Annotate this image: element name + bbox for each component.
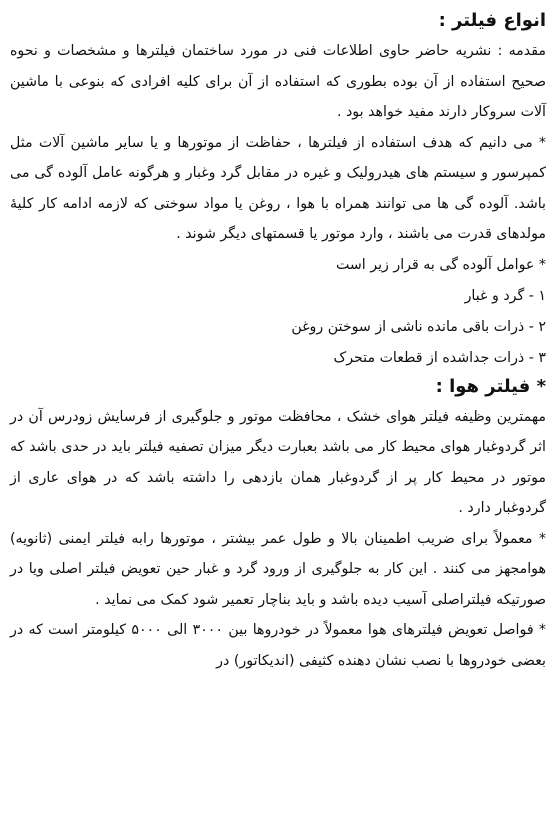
factors-title: * عوامل آلوده گی به قرار زیر است [335, 256, 546, 273]
purpose-paragraph: * می دانیم که هدف استفاده از فیلترها ، حفاظت از موتورها و یا سایر ماشین آلات مثل کمپرسور و سیستم های هیدرولیک و غیره در مقابل گرد وغبار و هرگونه عامل آلوده گی می باشد. آلوده گی ها می توانند همراه با هوا ، روغن یا مواد سوختی که لازمه ادامه کار کلیهٔ مولدهای قدرت می باشند ، وارد موتور یا قسمتهای دیگر شوند . [10, 134, 546, 242]
factor-item-1: ۱ - گرد و غبار [464, 287, 546, 304]
air-filter-paragraph-3: * فواصل تعویض فیلترهای هوا معمولاً در خودروها بین ۳۰۰۰ الی ۵۰۰۰ کیلومتر است که در بعضی خودروها با نصب نشان دهنده کثیفی (اندیکاتور) در [10, 622, 547, 669]
air-filter-paragraph-1: مهمترین وظیفه فیلتر هوای خشک ، محافظت موتور و جلوگیری از فرسایش زودرس آن در اثر گردوغبار هوای محیط کار می باشد بعبارت دیگر میزان تصفیه فیلتر باید در حدی باشد که موتور در محیط کار پر از گردوغبار همان بازدهی را داشته باشد که در هوای عاری از گردوغبار دارد . [10, 408, 546, 516]
heading-air-filter: * فیلتر هوا : [435, 375, 546, 397]
air-filter-paragraph-2: * معمولاً برای ضریب اطمینان بالا و طول عمر بیشتر ، موتورها رابه فیلتر ایمنی (ثانویه) هوامجهز می کنند . این کار به جلوگیری از ورود گرد و غبار حین تعویض فیلتر اصلی ویا در صورتیکه فیلتراصلی آسیب دیده باشد و باید بناچار تعمیر شود کمک می نماید . [10, 530, 546, 608]
intro-paragraph: مقدمه : نشریه حاضر حاوی اطلاعات فنی در مورد ساختمان فیلترها و مشخصات و نحوه صحیح استفاده از آن بوده بطوری که استفاده از آن برای کلیه افرادی که بنوعی با ماشین آلات سروکار دارند مفید خواهد بود . [10, 43, 546, 120]
factor-item-3: ۳ - ذرات جداشده از قطعات متحرک [333, 349, 546, 366]
factor-item-2: ۲ - ذرات باقی مانده ناشی از سوختن روغن [291, 318, 546, 335]
heading-filter-types: انواع فیلتر : [438, 10, 546, 31]
